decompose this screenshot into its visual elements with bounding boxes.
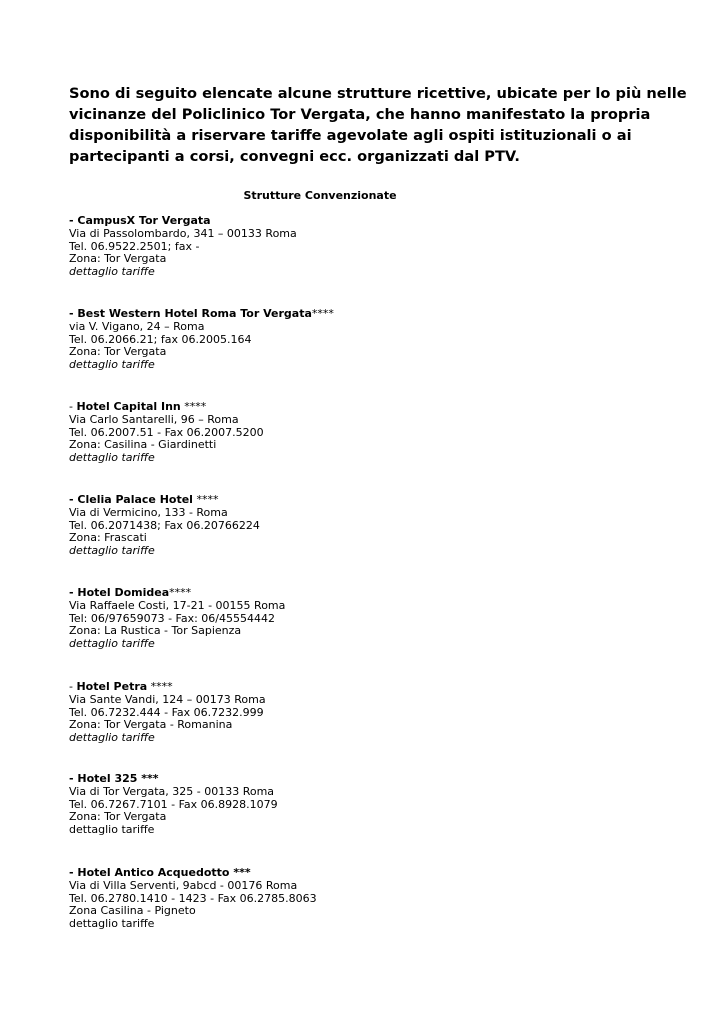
hotel-zone: Zona Casilina - Pigneto — [69, 904, 196, 918]
intro-line: vicinanze del Policlinico Tor Vergata, che hanno manifestato la propria — [69, 106, 651, 123]
rates-detail-link[interactable]: dettaglio tariffe — [69, 637, 155, 651]
hotel-entry — [69, 587, 669, 651]
hotel-name-line: - Hotel Domidea**** — [69, 586, 192, 599]
hotel-stars: **** — [169, 586, 192, 599]
hotel-phone: Tel. 06.7267.7101 - Fax 06.8928.1079 — [69, 797, 278, 811]
hotel-name: Hotel Antico Acquedotto — [77, 866, 230, 879]
hotel-zone: Zona: Tor Vergata — [69, 252, 167, 266]
hotel-phone: Tel. 06.2007.51 - Fax 06.2007.5200 — [69, 425, 264, 439]
hotel-stars: *** — [137, 772, 159, 785]
rates-detail-link[interactable]: dettaglio tariffe — [69, 358, 155, 372]
rates-detail-link[interactable]: dettaglio tariffe — [69, 544, 155, 558]
hotel-name-line: - Hotel Petra **** — [69, 680, 173, 693]
hotel-entry — [69, 867, 669, 931]
hotel-entry — [69, 773, 669, 837]
hotel-name-line: - Best Western Hotel Roma Tor Vergata**** — [69, 307, 334, 320]
hotel-address: Via di Tor Vergata, 325 - 00133 Roma — [69, 784, 275, 798]
intro-line: partecipanti a corsi, convegni ecc. organizzati dal PTV. — [69, 148, 520, 165]
intro-line: Sono di seguito elencate alcune strutture ricettive, ubicate per lo più nelle — [69, 85, 687, 102]
hotel-name-line: - Hotel 325 *** — [69, 772, 159, 785]
hotel-name: Hotel Capital Inn — [76, 400, 181, 413]
hotel-name-line: - Hotel Antico Acquedotto *** — [69, 866, 251, 879]
hotel-name-line: - Hotel Capital Inn **** — [69, 400, 207, 413]
hotel-entry — [69, 308, 669, 372]
hotel-stars: **** — [192, 493, 219, 506]
hotel-address: Via Carlo Santarelli, 96 – Roma — [69, 412, 239, 426]
hotel-address: Via Raffaele Costi, 17-21 - 00155 Roma — [69, 598, 286, 612]
hotel-phone: Tel. 06.2071438; Fax 06.20766224 — [69, 518, 260, 532]
rates-detail-link[interactable]: dettaglio tariffe — [69, 451, 155, 465]
hotel-phone: Tel. 06.9522.2501; fax - — [69, 239, 200, 253]
hotel-address: Via di Vermicino, 133 - Roma — [69, 505, 228, 519]
hotel-address: Via Sante Vandi, 124 – 00173 Roma — [69, 692, 266, 706]
hotel-name-line: - CampusX Tor Vergata — [69, 214, 211, 227]
hotel-stars: *** — [229, 866, 251, 879]
hotel-zone: Zona: Tor Vergata — [69, 345, 167, 359]
hotel-zone: Zona: Casilina - Giardinetti — [69, 438, 217, 452]
hotel-phone: Tel. 06.2780.1410 - 1423 - Fax 06.2785.8063 — [69, 891, 317, 905]
hotel-name: Hotel Domidea — [77, 586, 170, 599]
hotel-name: CampusX Tor Vergata — [77, 214, 211, 227]
hotel-stars: **** — [147, 680, 173, 693]
hotel-name: Clelia Palace Hotel — [77, 493, 193, 506]
intro-line: disponibilità a riservare tariffe agevolate agli ospiti istituzionali o ai — [69, 127, 632, 144]
section-title: Strutture Convenzionate — [243, 189, 397, 202]
rates-detail-link[interactable]: dettaglio tariffe — [69, 731, 155, 745]
hotel-name-line: - Clelia Palace Hotel **** — [69, 493, 219, 506]
hotel-entry — [69, 215, 669, 279]
hotel-address: Via di Villa Serventi, 9abcd - 00176 Roma — [69, 878, 298, 892]
rates-detail-link[interactable]: dettaglio tariffe — [69, 823, 155, 837]
hotel-stars: **** — [180, 400, 207, 413]
hotel-name: Best Western Hotel Roma Tor Vergata — [77, 307, 312, 320]
intro-paragraph — [69, 83, 687, 167]
rates-detail-link[interactable]: dettaglio tariffe — [69, 265, 155, 279]
hotel-name: Hotel 325 — [77, 772, 138, 785]
hotel-stars: **** — [311, 307, 334, 320]
hotel-phone: Tel. 06.7232.444 - Fax 06.7232.999 — [69, 705, 264, 719]
rates-detail-link[interactable]: dettaglio tariffe — [69, 917, 155, 931]
hotel-phone: Tel. 06.2066.21; fax 06.2005.164 — [69, 332, 252, 346]
hotel-zone: Zona: Frascati — [69, 531, 147, 545]
hotel-zone: Zona: Tor Vergata - Romanina — [69, 718, 233, 732]
hotel-address: Via di Passolombardo, 341 – 00133 Roma — [69, 226, 297, 240]
hotel-entry — [69, 681, 669, 745]
hotel-zone: Zona: La Rustica - Tor Sapienza — [69, 624, 242, 638]
hotel-address: via V. Vigano, 24 – Roma — [69, 319, 205, 333]
hotel-entry — [69, 401, 669, 465]
hotel-zone: Zona: Tor Vergata — [69, 810, 167, 824]
hotel-entry — [69, 494, 669, 558]
hotel-phone: Tel: 06/97659073 - Fax: 06/45554442 — [69, 611, 275, 625]
hotel-name: Hotel Petra — [76, 680, 148, 693]
